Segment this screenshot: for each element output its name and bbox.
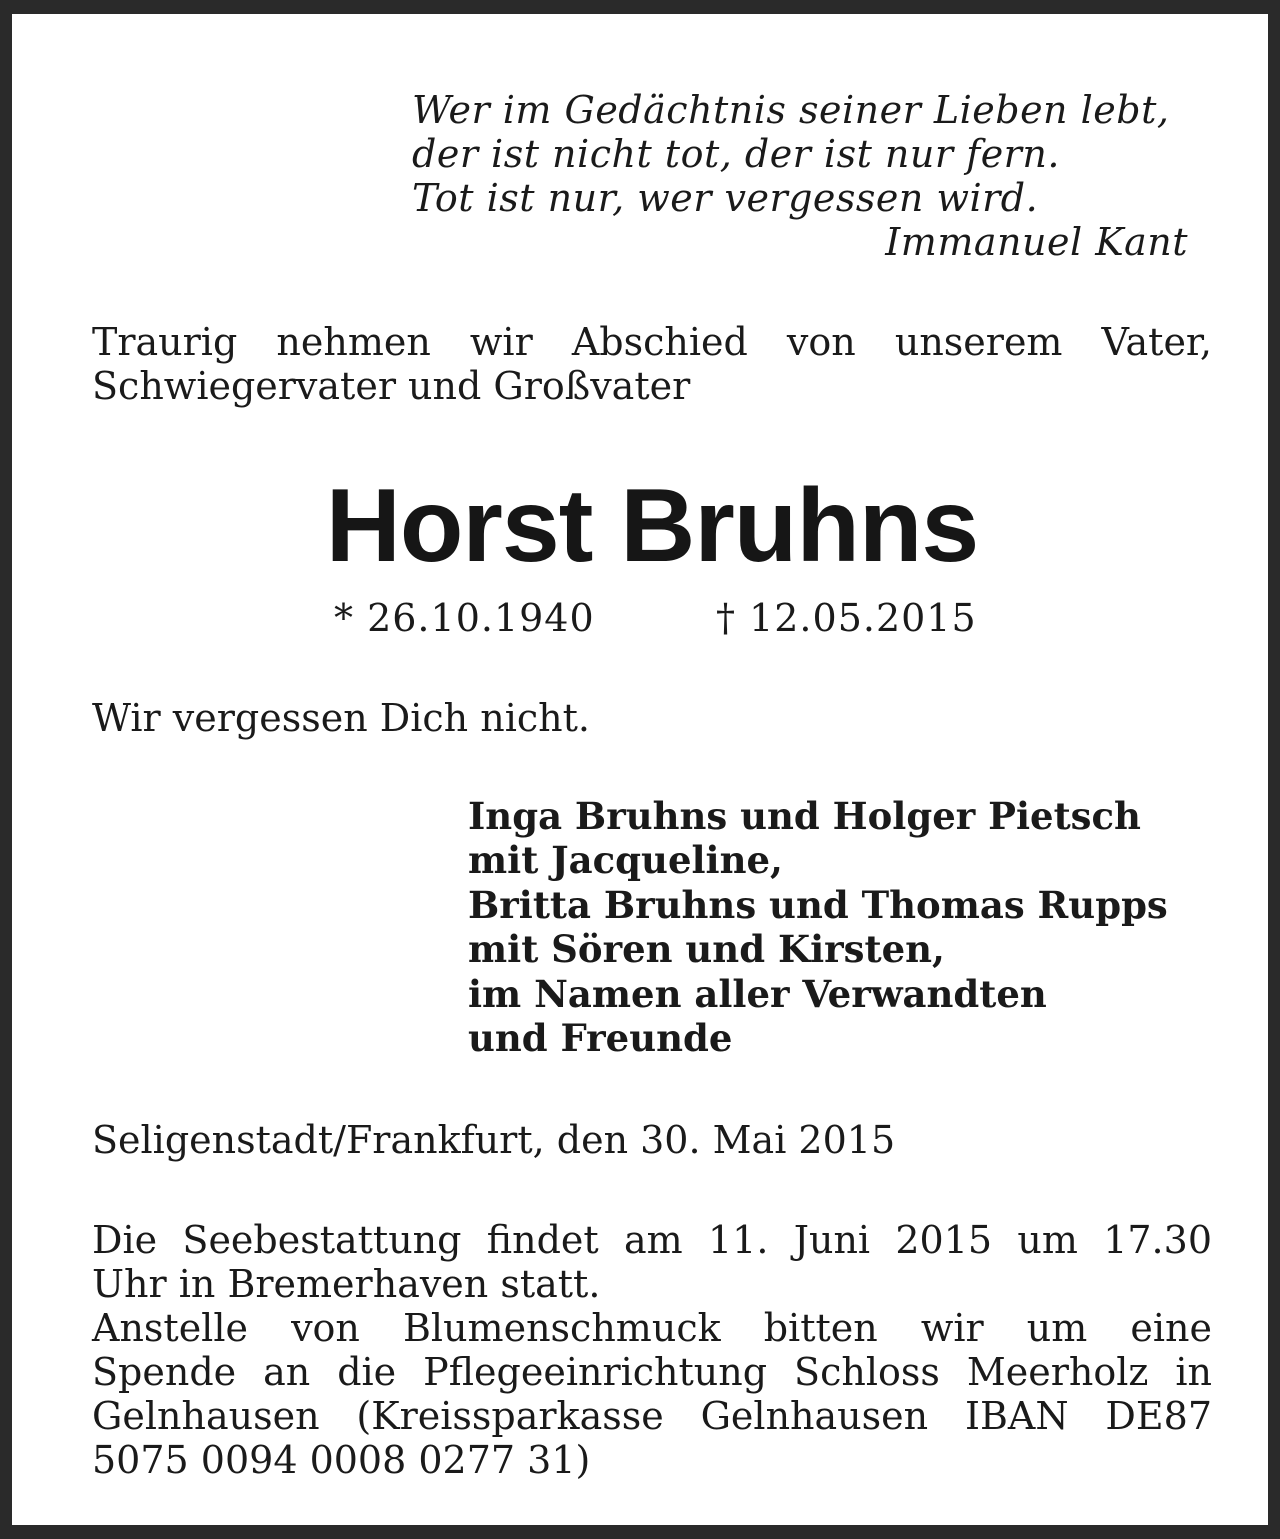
quote-line: der ist nicht tot, der ist nur fern. [412,132,1060,176]
signer-line: Inga Bruhns und Holger Pietsch [468,794,1141,838]
signer-line: mit Jacqueline, [468,838,783,882]
intro-line: Schwiegervater und Großvater [92,364,691,408]
death-date: † 12.05.2015 [716,596,977,640]
place-date: Seligenstadt/Frankfurt, den 30. Mai 2015 [92,1118,896,1162]
quote-line: Tot ist nur, wer vergessen wird. [412,176,1039,220]
signer-line: und Freunde [468,1016,733,1060]
notice-line: Gelnhausen (Kreissparkasse Gelnhausen IBAN DE87 [92,1394,1212,1438]
notice-line: Uhr in Bremerhaven statt. [92,1262,601,1306]
deceased-name: Horst Bruhns [325,468,979,584]
notice-line: Die Seebestattung findet am 11. Juni 2015 um 17.30 [92,1218,1212,1262]
signer-line: Britta Bruhns und Thomas Rupps [468,883,1168,927]
signer-line: im Namen aller Verwandten [468,972,1047,1016]
quote-line: Wer im Gedächtnis seiner Lieben lebt, [412,88,1170,132]
notice-line: 5075 0094 0008 0277 31) [92,1438,591,1482]
birth-date: * 26.10.1940 [334,596,595,640]
signer-line: mit Sören und Kirsten, [468,927,945,971]
notice-line: Anstelle von Blumenschmuck bitten wir um eine [92,1306,1212,1350]
notice-line: Spende an die Pflegeeinrichtung Schloss Meerholz in [92,1350,1212,1394]
quote-author: Immanuel Kant [885,220,1188,264]
farewell-text: Wir vergessen Dich nicht. [92,696,590,740]
intro-line: Traurig nehmen wir Abschied von unserem Vater, [92,320,1212,364]
